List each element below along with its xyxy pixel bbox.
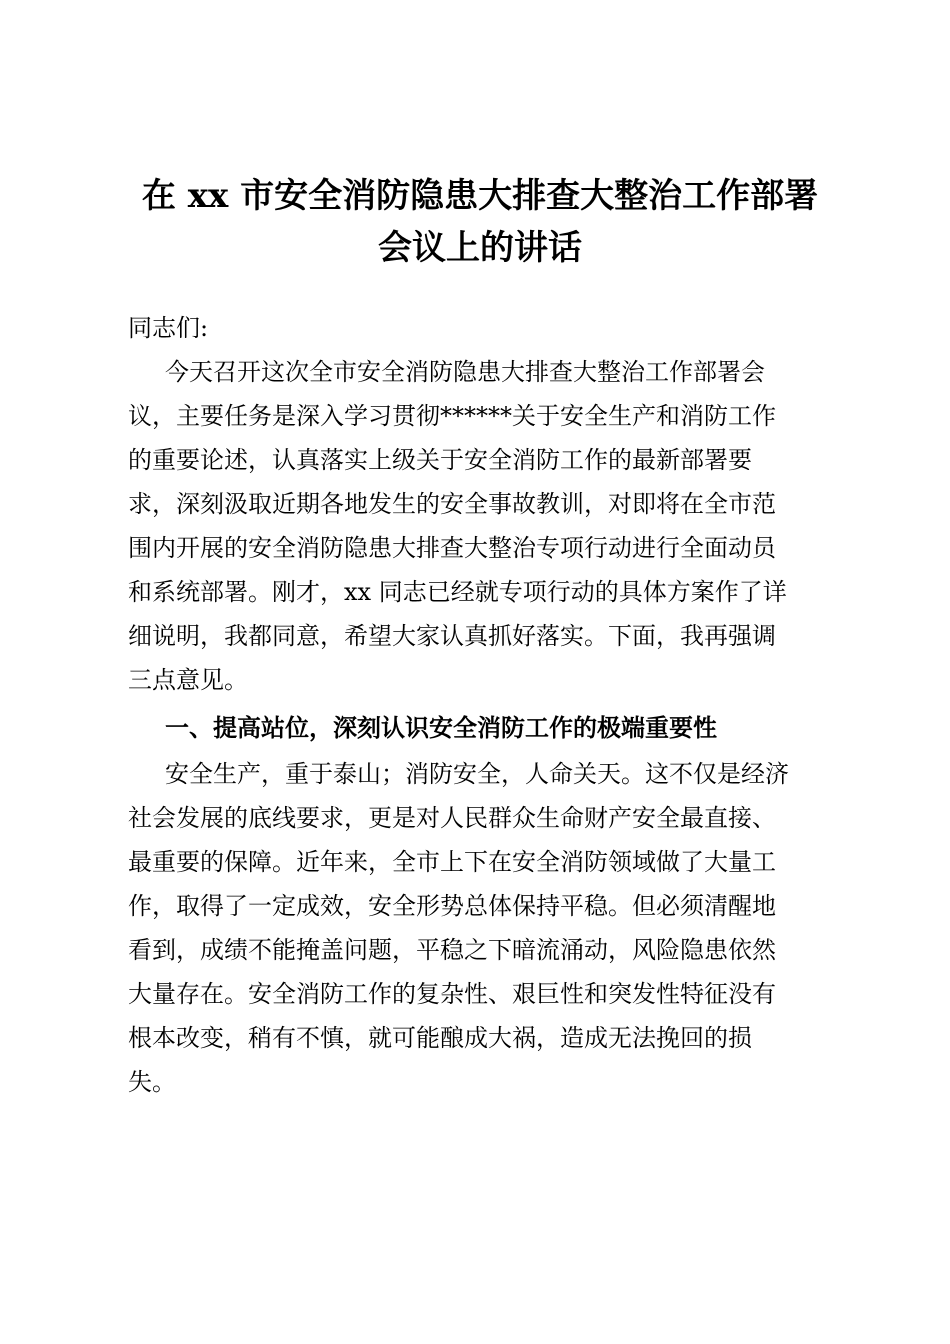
paragraph-1-line: 三点意见。 [128,666,248,694]
paragraph-1-line: 今天召开这次全市安全消防隐患大排查大整治工作部署会 [165,358,765,386]
title-line-1: 在 xx 市安全消防隐患大排查大整治工作部署 [141,176,819,216]
paragraph-1-line: 围内开展的安全消防隐患大排查大整治专项行动进行全面动员 [128,534,776,562]
paragraph-1-line: 议，主要任务是深入学习贯彻******关于安全生产和消防工作 [128,402,776,430]
paragraph-2-line: 失。 [128,1068,176,1096]
paragraph-2-line: 最重要的保障。近年来，全市上下在安全消防领域做了大量工 [128,848,776,876]
document-title [110,170,850,274]
paragraph-1-line: 的重要论述，认真落实上级关于安全消防工作的最新部署要 [128,446,752,474]
paragraph-2-line: 安全生产，重于泰山；消防安全，人命关天。这不仅是经济 [165,760,789,788]
section-1-heading: 一、提高站位，深刻认识安全消防工作的极端重要性 [165,713,717,742]
title-line-2: 会议上的讲话 [378,228,582,268]
paragraph-1-line: 和系统部署。刚才，xx 同志已经就专项行动的具体方案作了详 [128,578,787,606]
paragraph-2-line: 看到，成绩不能掩盖问题，平稳之下暗流涌动，风险隐患依然 [128,936,776,964]
paragraph-2-line: 作，取得了一定成效，安全形势总体保持平稳。但必须清醒地 [128,892,776,920]
paragraph-1-line: 求，深刻汲取近期各地发生的安全事故教训，对即将在全市范 [128,490,776,518]
salutation: 同志们: [128,314,209,342]
paragraph-2-line: 社会发展的底线要求，更是对人民群众生命财产安全最直接、 [128,804,776,832]
paragraph-2-line: 大量存在。安全消防工作的复杂性、艰巨性和突发性特征没有 [128,980,776,1008]
paragraph-2-line: 根本改变，稍有不慎，就可能酿成大祸，造成无法挽回的损 [128,1024,752,1052]
paragraph-1-line: 细说明，我都同意，希望大家认真抓好落实。下面，我再强调 [128,622,776,650]
